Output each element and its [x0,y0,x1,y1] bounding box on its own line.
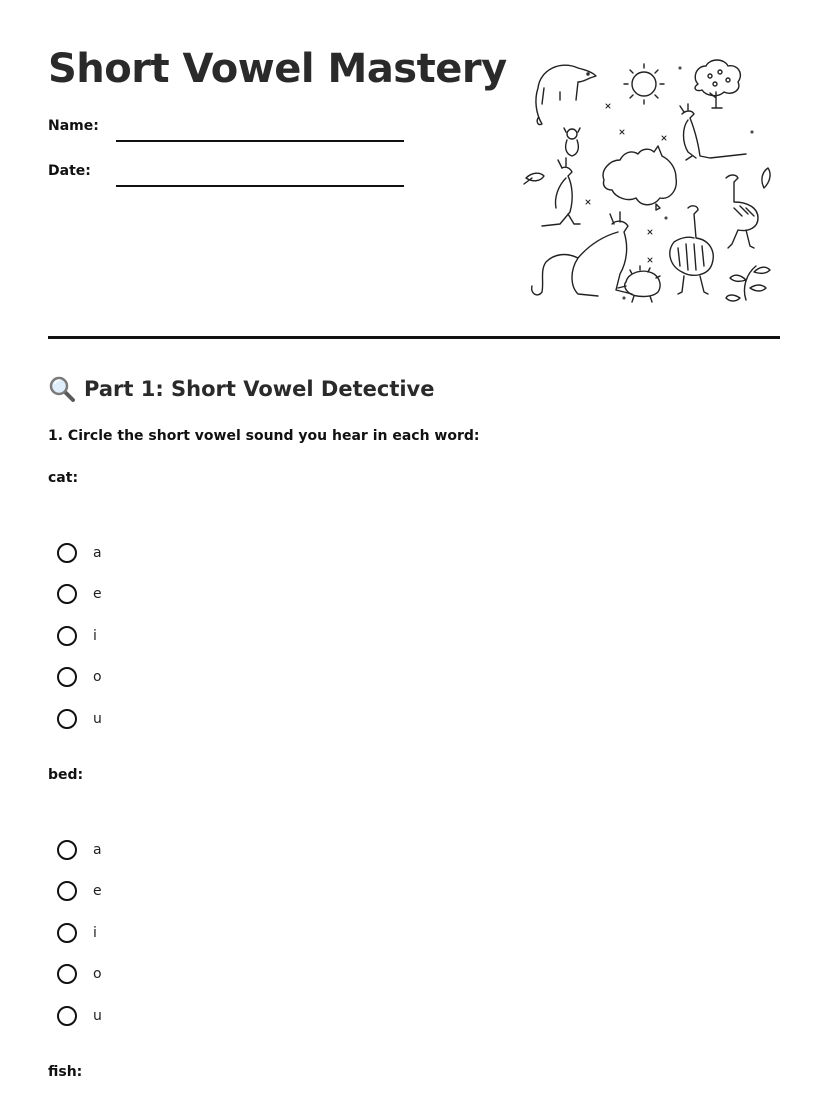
vowel-options [48,532,448,740]
option-label: o [93,966,102,983]
big-kangaroo-icon [532,212,632,296]
question-1: 1. Circle the short vowel sound you hear in each word: [48,428,480,444]
option-label: e [93,586,102,603]
plant-icon [726,266,770,301]
date-blank-line[interactable] [116,185,404,187]
option-label: a [93,841,102,858]
emu-icon [726,175,758,248]
name-field[interactable] [48,118,408,148]
option-i[interactable] [48,615,448,657]
wallaby-icon [542,158,580,226]
emu-icon-2 [670,206,713,294]
option-o[interactable] [48,954,448,996]
option-label: e [93,883,102,900]
quoll-icon [536,65,596,124]
tree-icon [695,60,740,108]
word-block-cat [48,468,448,740]
option-label: i [93,924,97,941]
date-field[interactable] [48,163,408,193]
radio-circle[interactable] [57,709,77,729]
magnifying-glass-icon [48,375,76,403]
kangaroo-icon [680,104,746,160]
word-block-fish [48,1062,448,1082]
word-block-bed [48,765,448,1037]
radio-circle[interactable] [57,964,77,984]
radio-circle[interactable] [57,923,77,943]
radio-circle[interactable] [57,1006,77,1026]
decorations-icon [586,67,753,299]
option-i[interactable] [48,912,448,954]
australian-animals-illustration [520,48,776,310]
radio-circle[interactable] [57,667,77,687]
part1-title: Part 1: Short Vowel Detective [84,377,435,401]
option-label: o [93,669,102,686]
option-label: a [93,544,102,561]
option-a[interactable] [48,532,448,574]
radio-circle[interactable] [57,840,77,860]
radio-circle[interactable] [57,881,77,901]
option-e[interactable] [48,871,448,913]
option-u[interactable] [48,995,448,1037]
radio-circle[interactable] [57,584,77,604]
part1-heading [48,372,435,406]
page-title: Short Vowel Mastery [48,46,507,92]
option-label: i [93,627,97,644]
option-u[interactable] [48,698,448,740]
option-e[interactable] [48,574,448,616]
radio-circle[interactable] [57,626,77,646]
word-label: fish: [48,1064,83,1080]
option-label: u [93,710,102,727]
date-label: Date: [48,163,91,179]
word-label: bed: [48,767,84,783]
option-a[interactable] [48,829,448,871]
word-label: cat: [48,470,79,486]
header-divider [48,336,780,339]
option-label: u [93,1007,102,1024]
vowel-options [48,829,448,1037]
name-label: Name: [48,118,99,134]
option-o[interactable] [48,657,448,699]
koala-icon [564,128,580,156]
name-blank-line[interactable] [116,140,404,142]
australia-map-icon [603,146,676,210]
radio-circle[interactable] [57,543,77,563]
sun-icon [624,64,664,104]
